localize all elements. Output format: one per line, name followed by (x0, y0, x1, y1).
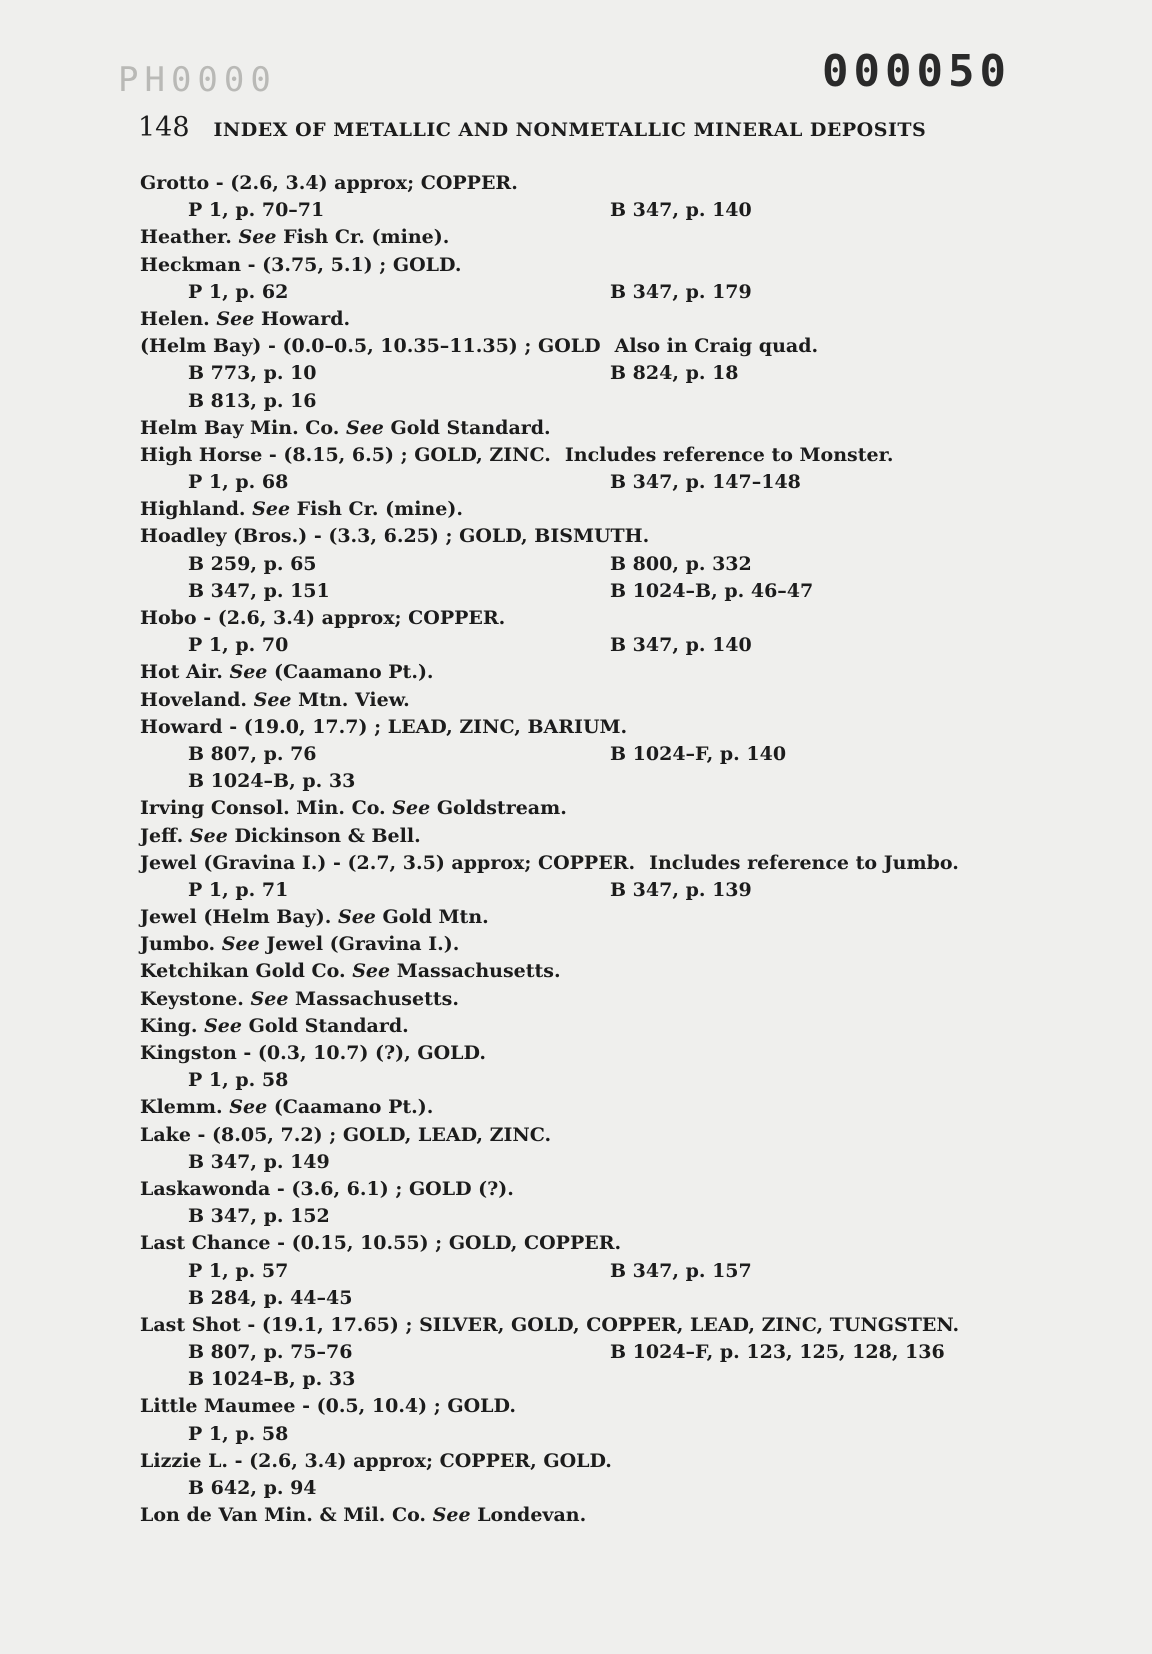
entry-heading (140, 795, 1040, 822)
entry-heading (140, 496, 1040, 523)
reference-right: B 347, p. 179 (610, 280, 752, 303)
entry-name: Highland. (140, 498, 246, 521)
entry-heading (140, 306, 1040, 333)
reference-row (140, 877, 1040, 904)
index-entry (140, 306, 1040, 333)
reference-row (140, 632, 1040, 659)
entry-text: Kingston - (0.3, 10.7) (?), GOLD. (140, 1042, 486, 1064)
see-word: See (229, 661, 268, 684)
see-target: Fish Cr. (mine). (283, 226, 450, 249)
see-target: Londevan. (477, 1504, 587, 1527)
entry-text: Hoadley (Bros.) - (3.3, 6.25) ; GOLD, BISMUTH. (140, 525, 650, 548)
index-entry (140, 1448, 1040, 1502)
index-entry (140, 823, 1040, 850)
see-word: See (252, 498, 291, 521)
reference-right: B 347, p. 147–148 (610, 471, 801, 494)
index-entry (140, 523, 1040, 605)
entry-text: Last Shot - (19.1, 17.65) ; SILVER, GOLD, COPPER, LEAD, ZINC, TUNGSTEN. (140, 1313, 960, 1336)
reference-row (140, 1366, 1040, 1393)
reference-row (140, 551, 1040, 578)
entry-text: Laskawonda - (3.6, 6.1) ; GOLD (?). (140, 1177, 514, 1200)
index-entry (140, 659, 1040, 686)
entry-heading (140, 605, 1040, 632)
see-target: Jewel (Gravina I.). (266, 933, 460, 956)
reference-left: P 1, p. 62 (188, 280, 289, 303)
entry-heading (140, 1094, 1040, 1121)
entry-heading (140, 224, 1040, 251)
see-word: See (250, 987, 289, 1010)
index-entry (140, 1393, 1040, 1447)
see-word: See (238, 226, 277, 249)
entry-text: Howard - (19.0, 17.7) ; LEAD, ZINC, BARIUM. (140, 715, 628, 738)
reference-row (140, 469, 1040, 496)
index-entry (140, 931, 1040, 958)
reference-left: B 807, p. 75–76 (188, 1341, 353, 1364)
index-entry (140, 333, 1040, 415)
entry-text: High Horse - (8.15, 6.5) ; GOLD, ZINC. (140, 443, 551, 466)
see-word: See (432, 1504, 471, 1527)
reference-row (140, 1339, 1040, 1366)
index-entry (140, 904, 1040, 931)
entry-heading (140, 904, 1040, 931)
entry-heading (140, 1502, 1040, 1529)
entry-heading (140, 170, 1040, 197)
index-entry (140, 687, 1040, 714)
entry-name: Jeff. (140, 824, 184, 847)
reference-right: B 347, p. 157 (610, 1259, 752, 1282)
index-entry (140, 1230, 1040, 1312)
faint-stamp-number: PH0000 (118, 60, 277, 100)
reference-right: B 347, p. 140 (610, 634, 752, 657)
entry-heading (140, 986, 1040, 1013)
entry-heading (140, 823, 1040, 850)
reference-left: B 259, p. 65 (188, 552, 317, 575)
reference-row (140, 1203, 1040, 1230)
index-entries (140, 170, 1040, 1529)
entry-text: Last Chance - (0.15, 10.55) ; GOLD, COPPER. (140, 1232, 622, 1255)
entry-heading (140, 1176, 1040, 1203)
reference-left: B 347, p. 152 (188, 1205, 330, 1228)
entry-name: Klemm. (140, 1096, 223, 1119)
index-entry (140, 1040, 1040, 1094)
reference-row (140, 768, 1040, 795)
entry-heading (140, 523, 1040, 550)
entry-heading (140, 1122, 1040, 1149)
entry-name: Hot Air. (140, 661, 223, 684)
reference-left: P 1, p. 68 (188, 471, 289, 494)
see-word: See (346, 416, 384, 439)
entry-note: Includes reference to Monster. (564, 443, 894, 466)
entry-heading (140, 687, 1040, 714)
page-title: INDEX OF METALLIC AND NONMETALLIC MINERAL DEPOSITS (213, 119, 927, 141)
see-target: Mtn. View. (298, 688, 410, 711)
reference-row (140, 1258, 1040, 1285)
reference-left: B 807, p. 76 (188, 742, 317, 765)
entry-text: Little Maumee - (0.5, 10.4) ; GOLD. (140, 1395, 516, 1418)
entry-heading (140, 252, 1040, 279)
entry-name: Jewel (Helm Bay). (140, 906, 332, 929)
entry-text: (Helm Bay) - (0.0–0.5, 10.35–11.35) ; GOLD (140, 335, 601, 358)
entry-heading (140, 415, 1040, 442)
index-entry (140, 850, 1040, 904)
reference-row (140, 197, 1040, 224)
see-word: See (204, 1014, 242, 1037)
reference-row (140, 1067, 1040, 1094)
reference-right: B 824, p. 18 (610, 362, 739, 385)
page-stamp-number: 000050 (822, 46, 1011, 97)
index-entry (140, 415, 1040, 442)
entry-heading (140, 442, 1040, 469)
page-number: 148 (138, 112, 190, 143)
reference-left: B 1024–B, p. 33 (188, 770, 356, 793)
index-entry (140, 714, 1040, 796)
see-word: See (216, 307, 255, 330)
reference-left: P 1, p. 58 (188, 1422, 289, 1445)
reference-left: P 1, p. 57 (188, 1259, 289, 1282)
entry-heading (140, 1448, 1040, 1475)
entry-name: Irving Consol. Min. Co. (140, 797, 386, 820)
entry-heading (140, 659, 1040, 686)
entry-name: Ketchikan Gold Co. (140, 960, 346, 983)
entry-heading (140, 1312, 1040, 1339)
entry-heading (140, 931, 1040, 958)
reference-row (140, 578, 1040, 605)
see-target: Gold Mtn. (382, 906, 489, 929)
entry-text: Heckman - (3.75, 5.1) ; GOLD. (140, 253, 462, 276)
see-word: See (221, 933, 260, 956)
see-target: Dickinson & Bell. (234, 824, 421, 847)
entry-note: Includes reference to Jumbo. (649, 851, 959, 874)
reference-left: P 1, p. 58 (188, 1069, 289, 1092)
index-entry (140, 224, 1040, 251)
reference-row (140, 1285, 1040, 1312)
see-target: Massachusetts. (295, 987, 459, 1010)
reference-left: P 1, p. 70 (188, 634, 289, 657)
reference-left: B 642, p. 94 (188, 1477, 317, 1499)
index-entry (140, 986, 1040, 1013)
index-entry (140, 1502, 1040, 1529)
entry-heading (140, 850, 1040, 877)
entry-heading (140, 333, 1040, 360)
reference-left: B 347, p. 149 (188, 1150, 330, 1173)
see-target: Howard. (260, 307, 351, 330)
entry-heading (140, 958, 1040, 985)
index-entry (140, 252, 1040, 306)
see-target: (Caamano Pt.). (273, 1096, 434, 1119)
index-entry (140, 442, 1040, 496)
see-target: Massachusetts. (396, 960, 561, 983)
page-header (138, 112, 1008, 143)
reference-left: B 813, p. 16 (188, 389, 317, 412)
entry-name: Helm Bay Min. Co. (140, 416, 340, 439)
entry-text: Lizzie L. - (2.6, 3.4) approx; COPPER, GOLD. (140, 1449, 612, 1472)
index-entry (140, 958, 1040, 985)
see-word: See (253, 688, 292, 711)
see-word: See (337, 906, 376, 929)
entry-name: Heather. (140, 226, 232, 249)
entry-text: Grotto - (2.6, 3.4) approx; COPPER. (140, 172, 518, 194)
reference-row (140, 1421, 1040, 1448)
index-entry (140, 1312, 1040, 1394)
reference-left: B 347, p. 151 (188, 579, 330, 602)
see-word: See (352, 960, 391, 983)
see-word: See (189, 824, 228, 847)
reference-row (140, 741, 1040, 768)
entry-heading (140, 1040, 1040, 1067)
entry-note: Also in Craig quad. (614, 335, 819, 358)
see-word: See (229, 1096, 268, 1119)
reference-row (140, 360, 1040, 387)
index-entry (140, 1094, 1040, 1121)
reference-row (140, 279, 1040, 306)
reference-left: B 773, p. 10 (188, 362, 317, 385)
entry-heading (140, 1230, 1040, 1257)
entry-name: Hoveland. (140, 688, 247, 711)
index-entry (140, 1013, 1040, 1040)
reference-left: B 1024–B, p. 33 (188, 1368, 356, 1391)
entry-heading (140, 1393, 1040, 1420)
entry-name: Lon de Van Min. & Mil. Co. (140, 1504, 427, 1527)
reference-left: P 1, p. 71 (188, 878, 289, 901)
entry-name: Helen. (140, 307, 210, 330)
see-target: Fish Cr. (mine). (296, 498, 463, 521)
reference-row (140, 1475, 1040, 1502)
see-target: (Caamano Pt.). (274, 661, 434, 684)
reference-left: B 284, p. 44–45 (188, 1286, 353, 1309)
reference-row (140, 388, 1040, 415)
reference-row (140, 1149, 1040, 1176)
entry-name: Keystone. (140, 987, 244, 1010)
reference-right: B 1024–F, p. 140 (610, 742, 787, 765)
entry-name: King. (140, 1014, 198, 1037)
reference-right: B 347, p. 140 (610, 199, 752, 222)
entry-text: Hobo - (2.6, 3.4) approx; COPPER. (140, 607, 506, 629)
index-entry (140, 1176, 1040, 1230)
reference-right: B 800, p. 332 (610, 552, 752, 575)
index-entry (140, 1122, 1040, 1176)
reference-right: B 347, p. 139 (610, 878, 752, 901)
entry-name: Jumbo. (140, 933, 216, 956)
entry-text: Jewel (Gravina I.) - (2.7, 3.5) approx; COPPER. (140, 851, 636, 874)
index-entry (140, 170, 1040, 224)
index-entry (140, 605, 1040, 659)
index-entry (140, 496, 1040, 523)
see-target: Goldstream. (436, 797, 567, 820)
see-word: See (392, 797, 431, 820)
see-target: Gold Standard. (248, 1014, 409, 1037)
reference-right: B 1024–B, p. 46–47 (610, 579, 814, 602)
entry-heading (140, 1013, 1040, 1040)
entry-heading (140, 714, 1040, 741)
index-entry (140, 795, 1040, 822)
reference-left: P 1, p. 70–71 (188, 199, 325, 222)
see-target: Gold Standard. (390, 416, 551, 439)
entry-text: Lake - (8.05, 7.2) ; GOLD, LEAD, ZINC. (140, 1123, 552, 1146)
reference-right: B 1024–F, p. 123, 125, 128, 136 (610, 1341, 945, 1364)
